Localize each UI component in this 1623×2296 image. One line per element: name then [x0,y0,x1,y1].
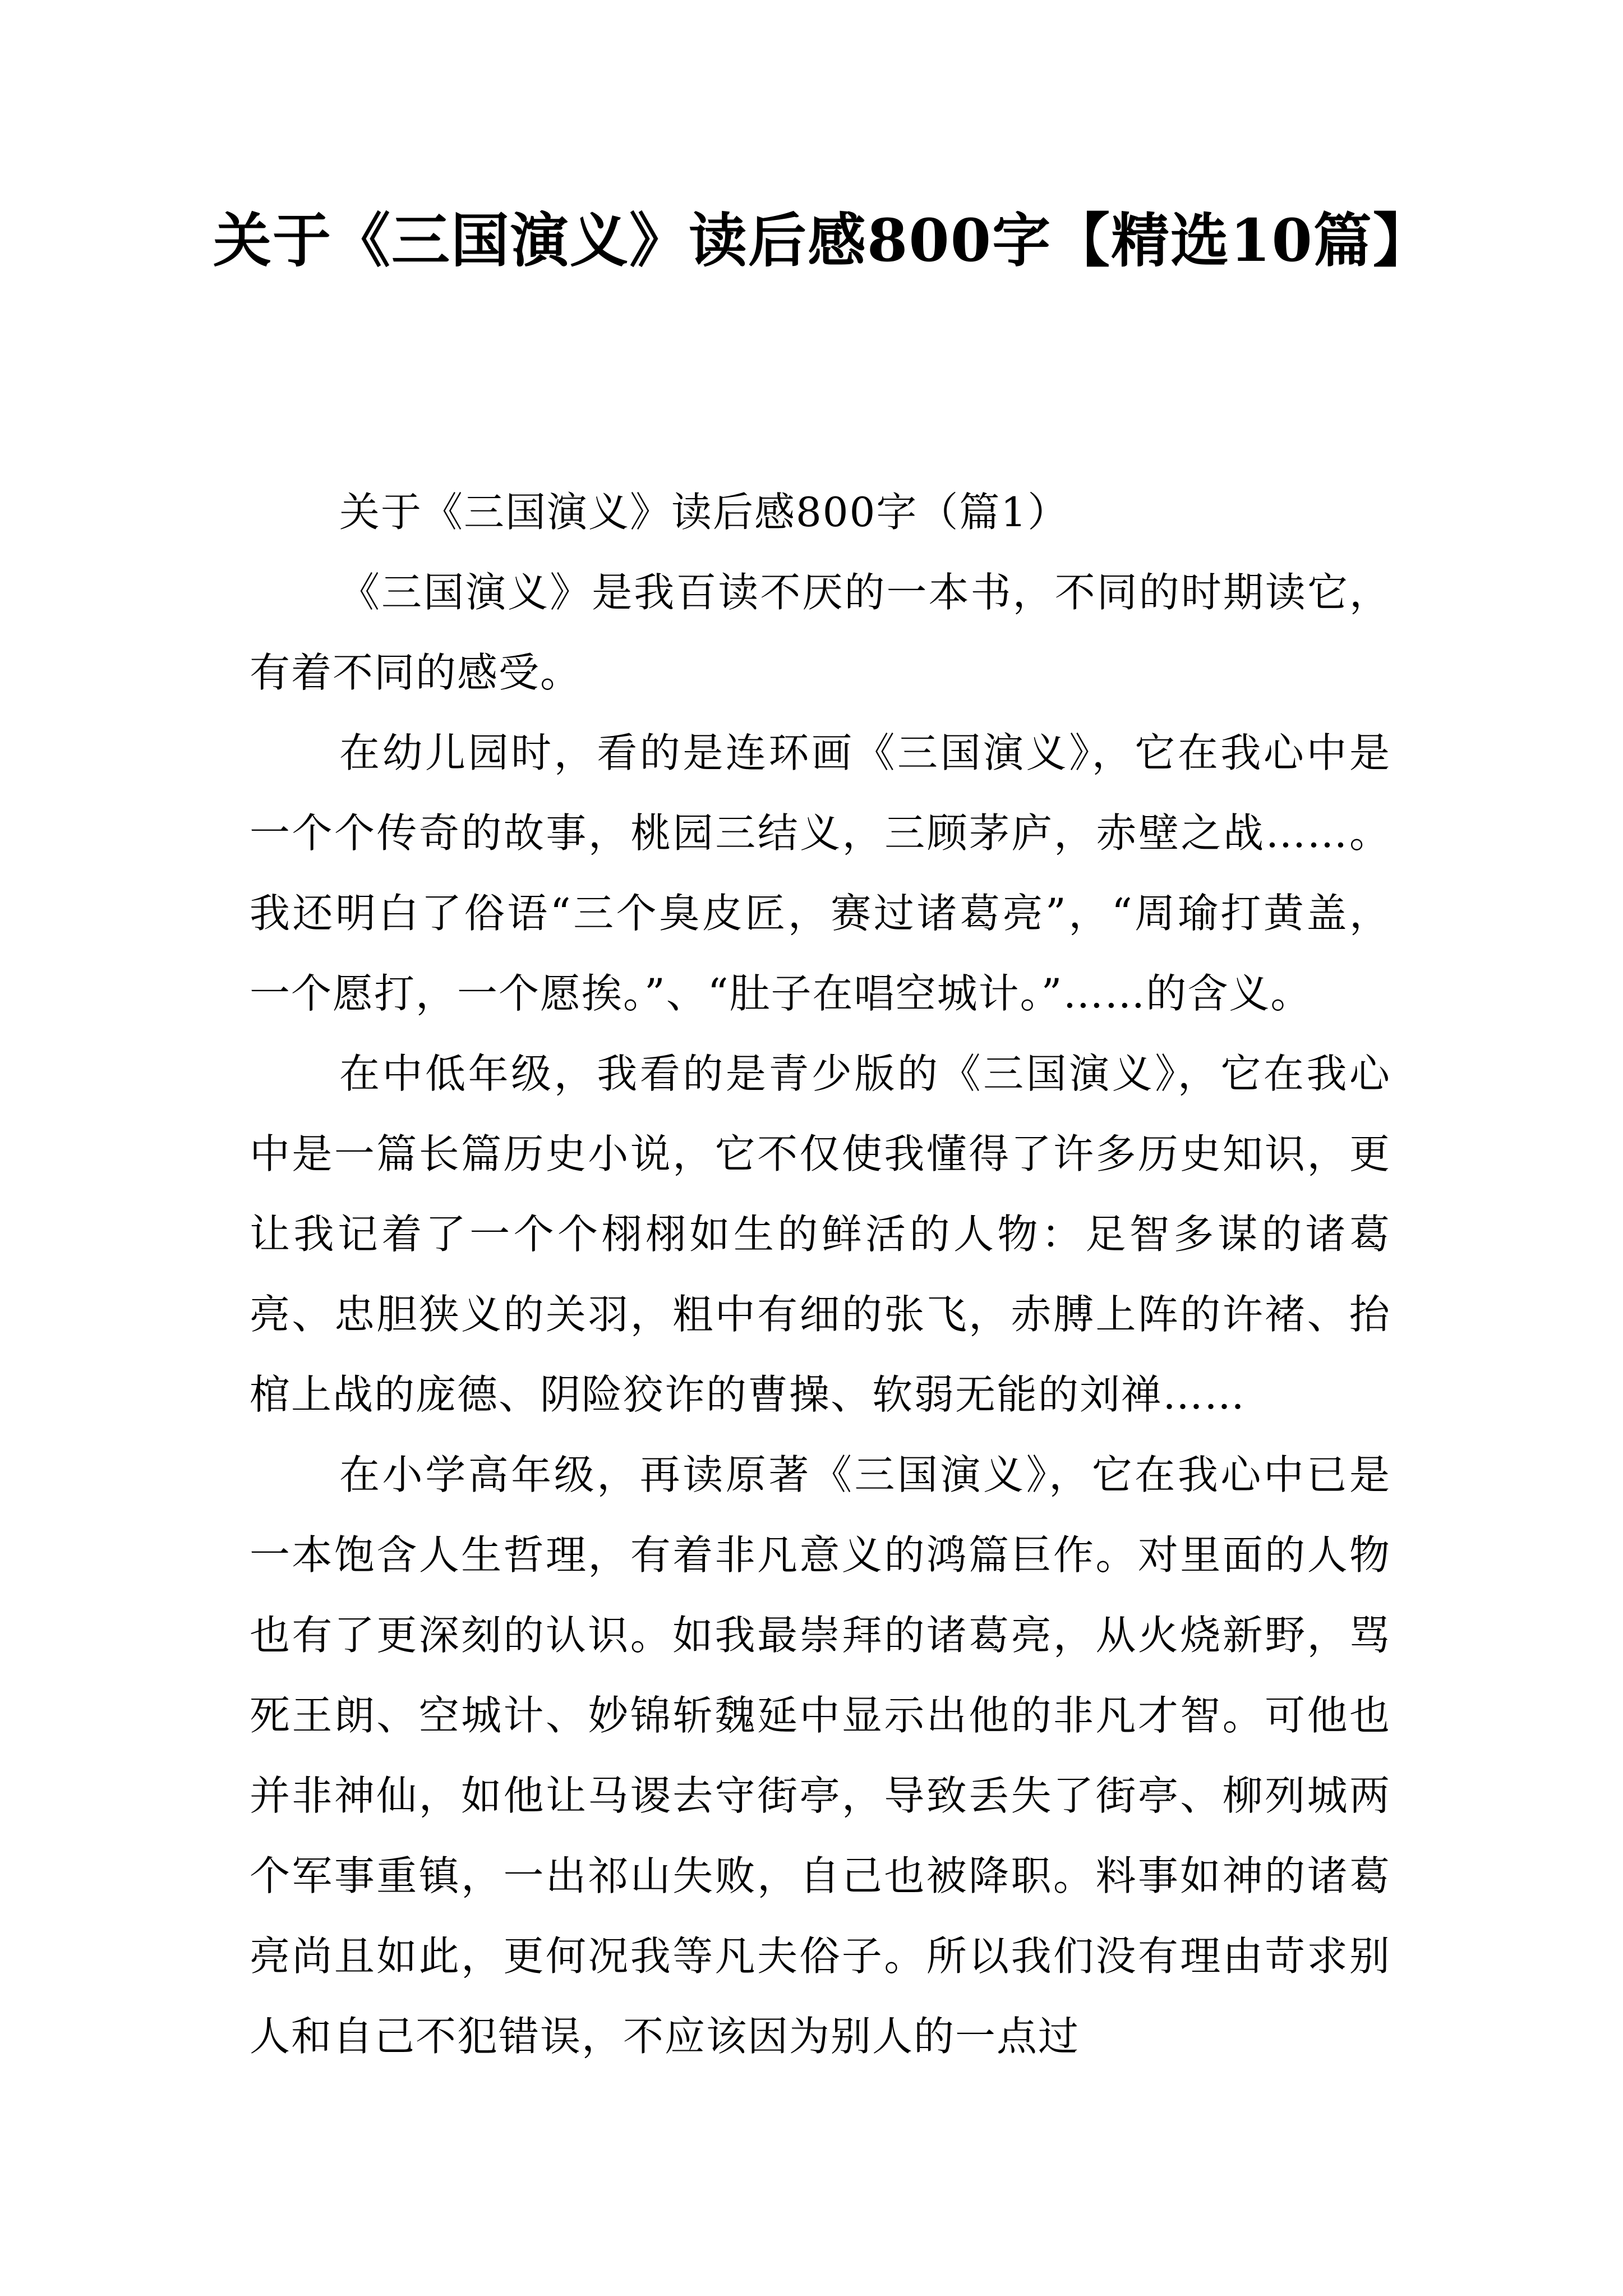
paragraph: 《三国演义》是我百读不厌的一本书，不同的时期读它，有着不同的感受。 [250,569,1391,696]
document-body [250,472,1391,2077]
paragraph: 在小学高年级，再读原著《三国演义》，它在我心中已是一本饱含人生哲理，有着非凡意义的鸿篇巨作。对里面的人物也有了更深刻的认识。如我最崇拜的诸葛亮，从火烧新野，骂死王朗、空城计、妙锦斩魏延中显示出他的非凡才智。可他也并非神仙，如他让马谡去守街亭，导致丢失了街亭、柳列城两个军事重镇，一出祁山失败，自己也被降职。料事如神的诸葛亮尚且如此，更何况我等凡夫俗子。所以我们没有理由苛求别人和自己不犯错误，不应该因为别人的一点过 [250,1451,1391,2060]
section-heading: 关于《三国演义》读后感800字（篇1） [339,489,1069,536]
paragraph: 在幼儿园时，看的是连环画《三国演义》，它在我心中是一个个传奇的故事，桃园三结义，三顾茅庐，赤壁之战……。我还明白了俗语“三个臭皮匠，赛过诸葛亮”，“周瑜打黄盖，一个愿打，一个愿挨。”、“肚子在唱空城计。”……的含义。 [250,729,1391,1017]
document-title: 关于《三国演义》读后感800字【精选10篇】 [213,206,1432,275]
paragraph: 在中低年级，我看的是青少版的《三国演义》，它在我心中是一篇长篇历史小说，它不仅使我懂得了许多历史知识，更让我记着了一个个栩栩如生的鲜活的人物：足智多谋的诸葛亮、忠胆狭义的关羽，粗中有细的张飞，赤膊上阵的许褚、抬棺上战的庞德、阴险狡诈的曹操、软弱无能的刘禅…… [250,1050,1391,1418]
